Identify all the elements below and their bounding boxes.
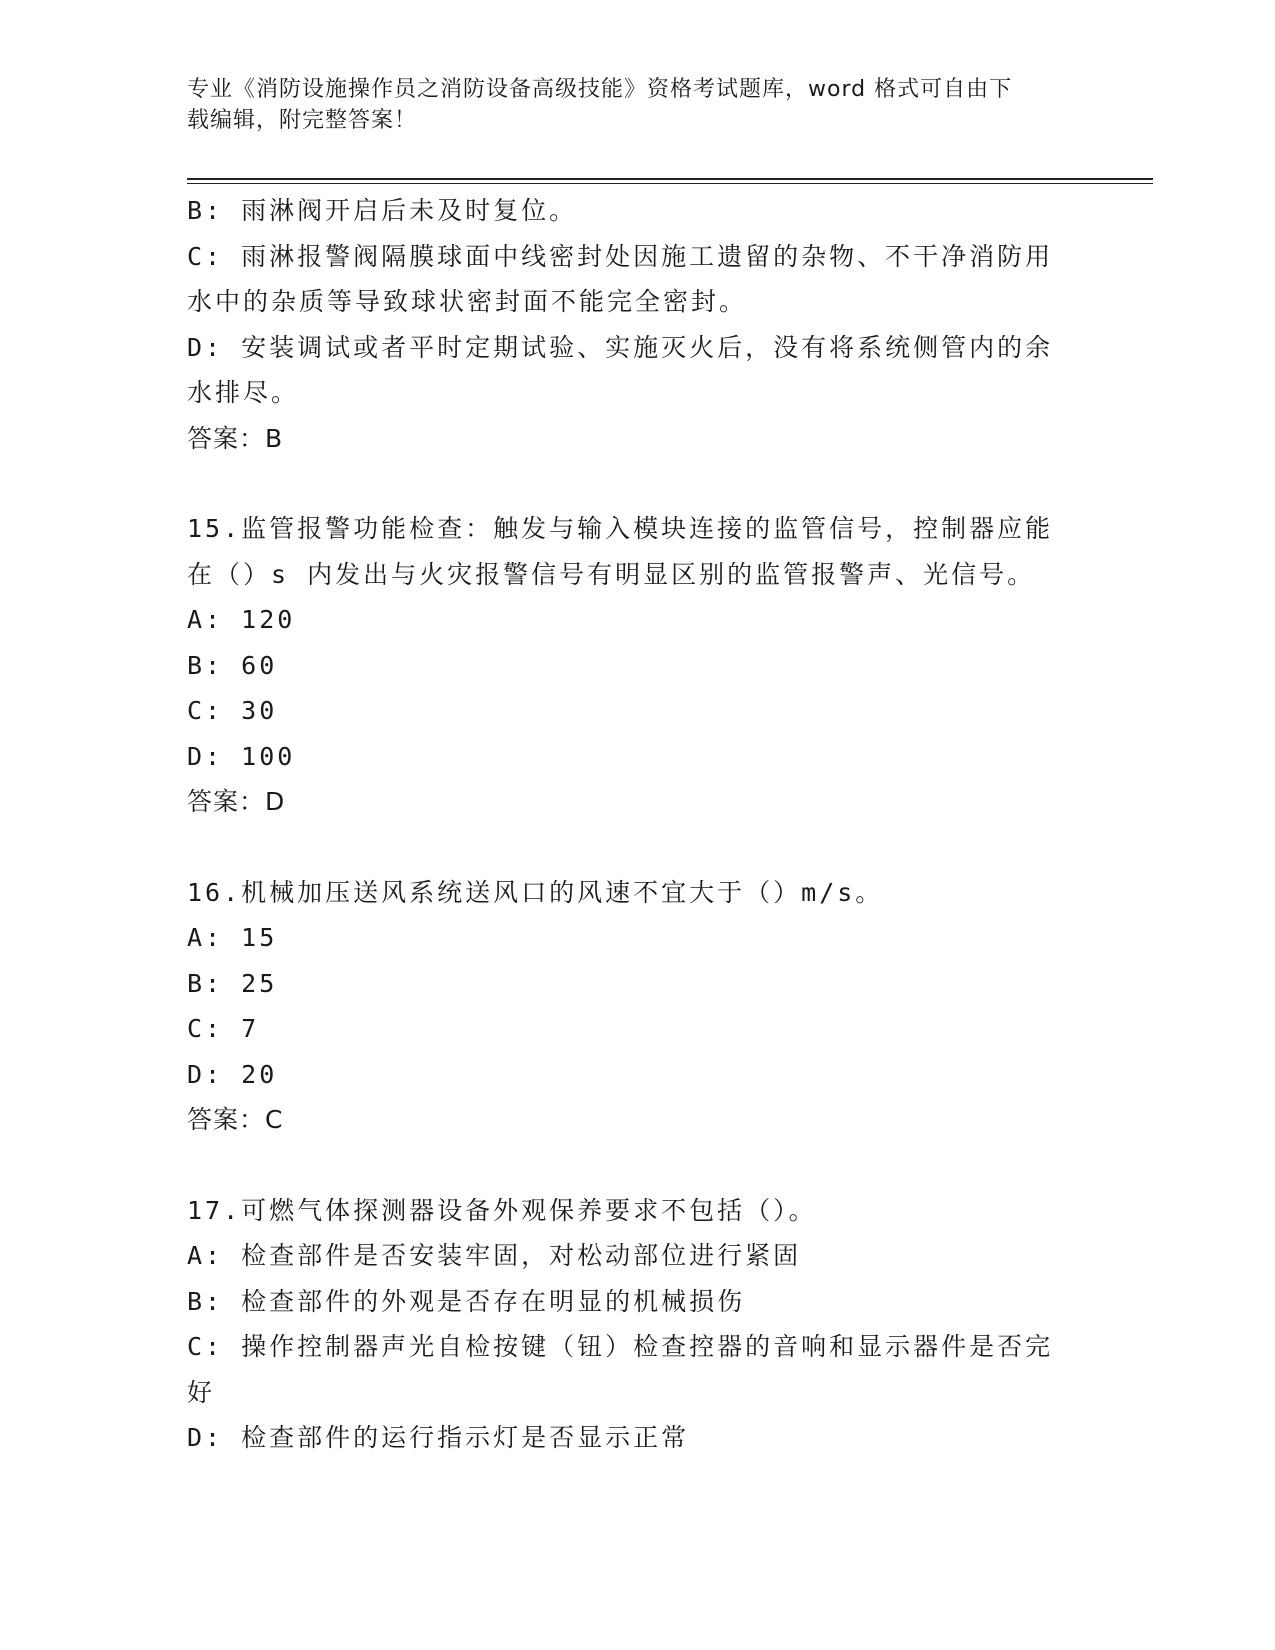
spacer xyxy=(187,825,1087,870)
option-c: C: 30 xyxy=(187,696,278,725)
option-b: B: 检查部件的外观是否存在明显的机械损伤 xyxy=(187,1286,746,1316)
spacer xyxy=(187,461,1087,506)
header-line-2: 载编辑，附完整答案！ xyxy=(187,108,418,133)
option-b: B: 60 xyxy=(187,650,278,680)
answer: 答案：B xyxy=(187,423,284,453)
question-16 xyxy=(187,870,1087,1143)
option-b: B: 25 xyxy=(187,968,278,998)
option-a: A: 120 xyxy=(187,605,296,634)
option-d-continued: 水排尽。 xyxy=(187,378,300,407)
header-line-1: 专业《消防设施操作员之消防设备高级技能》资格考试题库，word 格式可自由下 xyxy=(187,77,1013,102)
option-a: A: 检查部件是否安装牢固，对松动部位进行紧固 xyxy=(187,1241,802,1270)
prev-question xyxy=(187,188,1087,461)
page-header xyxy=(187,74,1067,136)
option-c-continued: 水中的杂质等导致球状密封面不能完全密封。 xyxy=(187,287,748,316)
option-c: C: 操作控制器声光自检按键（钮）检查控器的音响和显示器件是否完 xyxy=(187,1332,1054,1361)
document-body xyxy=(187,188,1087,1461)
question-stem-continued: 在（）s 内发出与火灾报警信号有明显区别的监管报警声、光信号。 xyxy=(187,559,1036,589)
question-15 xyxy=(187,506,1087,825)
question-17 xyxy=(187,1188,1087,1461)
question-stem: 16.机械加压送风系统送风口的风速不宜大于（）m/s。 xyxy=(187,877,884,907)
question-stem: 17.可燃气体探测器设备外观保养要求不包括（）。 xyxy=(187,1195,817,1225)
option-d: D: 20 xyxy=(187,1059,278,1089)
answer: 答案：D xyxy=(187,787,286,816)
answer: 答案：C xyxy=(187,1105,284,1134)
option-c: C: 7 xyxy=(187,1014,260,1043)
option-d: D: 安装调试或者平时定期试验、实施灭火后，没有将系统侧管内的余 xyxy=(187,332,1054,362)
option-b: B: 雨淋阀开启后未及时复位。 xyxy=(187,196,578,225)
option-d: D: 检查部件的运行指示灯是否显示正常 xyxy=(187,1423,690,1452)
option-c-continued: 好 xyxy=(187,1377,216,1407)
header-rule-thick xyxy=(187,178,1153,180)
option-d: D: 100 xyxy=(187,741,296,771)
header-rule-thin xyxy=(187,183,1153,184)
option-a: A: 15 xyxy=(187,923,278,952)
option-c: C: 雨淋报警阀隔膜球面中线密封处因施工遗留的杂物、不干净消防用 xyxy=(187,241,1054,271)
question-stem: 15.监管报警功能检查：触发与输入模块连接的监管信号，控制器应能 xyxy=(187,514,1054,543)
spacer xyxy=(187,1143,1087,1188)
